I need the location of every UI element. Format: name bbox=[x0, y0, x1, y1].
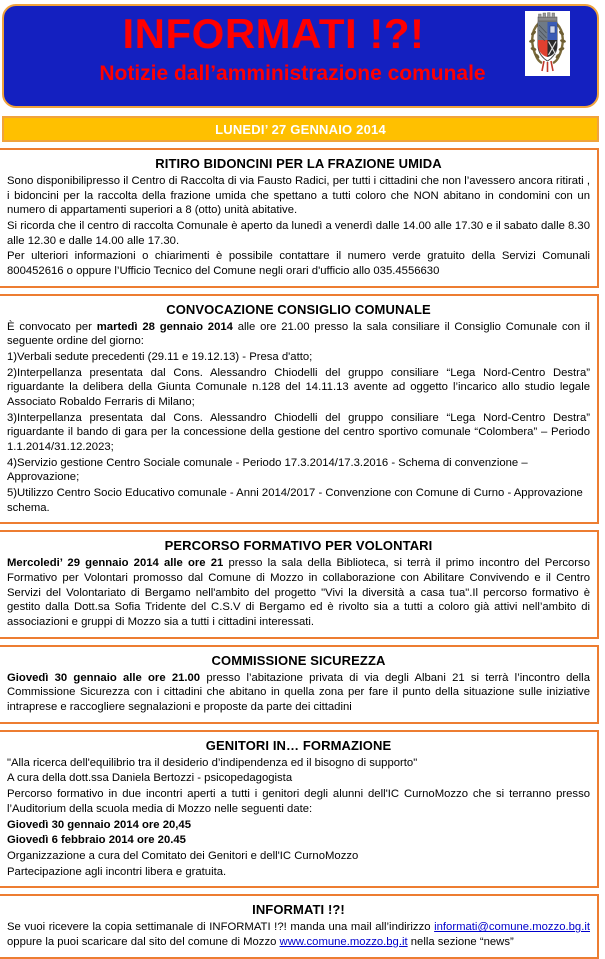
article-intro bbox=[7, 320, 590, 349]
date-bar bbox=[2, 116, 599, 142]
footer-part-3: nella sezione “news” bbox=[407, 935, 514, 948]
body-rest: presso l’abitazione privata di via degli Albani 21 si terrà l’incontro della Commissione Sicurezza con i cittadini che abitano in quella zona per fare il punto della situazione sulle iniziative intraprese e raccogliere segnalazioni e proposte da parte dei cittadini bbox=[7, 671, 590, 714]
intro-date: martedì 28 gennaio 2014 bbox=[96, 320, 233, 333]
page-title: INFORMATI !?! bbox=[122, 10, 425, 57]
intro-suffix: alle ore 21.00 presso la sala consiliare il Consiglio Comunale con il seguente ordine del giorno: bbox=[7, 320, 591, 348]
intro-prefix: È convocato per bbox=[7, 320, 97, 333]
article-title: GENITORI IN… FORMAZIONE bbox=[205, 737, 392, 753]
article-body bbox=[7, 671, 590, 715]
agenda-item: 5)Utilizzo Centro Socio Educativo comunale - Anni 2014/2017 - Convenzione con Comune di Curno - Approvazione schema. bbox=[7, 487, 583, 514]
article-informati-footer bbox=[0, 894, 599, 958]
article-paragraph: Sono disponibilipresso il Centro di Raccolta di via Fausto Radici, per tutti i cittadini che non l’avessero ancora ritirati , i bidoncini per la raccolta della frazione umida che spettano a tutti coloro che NON abitano in condomini con un numero di appartamenti superiori a 8 (otto) unità abitative. bbox=[7, 175, 590, 217]
article-title: COMMISSIONE SICUREZZA bbox=[211, 652, 386, 668]
footer-part-2: oppure la puoi scaricare dal sito del comune di Mozzo bbox=[7, 935, 280, 948]
article-ritiro-bidoncini bbox=[0, 148, 599, 288]
article-paragraph: Per ulteriori informazioni o chiarimenti è possibile contattare il numero verde gratuito della Servizi Comunali 800452616 o oppure l’Ufficio Tecnico del Comune negli orari d'ufficio allo 035.4556630 bbox=[7, 250, 590, 278]
coat-of-arms-icon bbox=[525, 11, 570, 76]
footer-text bbox=[7, 920, 590, 949]
article-paragraph: Percorso formativo in due incontri aperti a tutti i genitori degli alunni dell'IC CurnoMozzo che si terranno presso l’Auditorium della scuola media di Mozzo nelle seguenti date: bbox=[7, 788, 590, 815]
page-subtitle: Notizie dall’amministrazione comunale bbox=[99, 62, 486, 85]
footer-part-1: Se vuoi ricevere la copia settimanale di INFORMATI !?! manda una mail all’indirizzo bbox=[7, 921, 435, 934]
date-bar-label: LUNEDI’ 27 GENNAIO 2014 bbox=[215, 121, 386, 137]
article-title: CONVOCAZIONE CONSIGLIO COMUNALE bbox=[166, 301, 431, 317]
article-commissione-sicurezza bbox=[0, 645, 599, 724]
event-date: Giovedì 6 febbraio 2014 ore 20.45 bbox=[7, 834, 186, 847]
article-quote: "Alla ricerca dell'equilibrio tra il desiderio d’indipendenza ed il bisogno di supporto" bbox=[7, 756, 418, 769]
article-percorso-formativo-volontari bbox=[0, 530, 599, 638]
masthead-banner bbox=[2, 4, 599, 108]
article-genitori-in-formazione bbox=[0, 730, 599, 888]
body-date: Mercoledi’ 29 gennaio 2014 alle ore 21 bbox=[7, 557, 224, 570]
article-title: RITIRO BIDONCINI PER LA FRAZIONE UMIDA bbox=[155, 156, 442, 171]
agenda-item: 3)Interpellanza presentata dal Cons. Alessandro Chiodelli del gruppo consiliare “Lega Nord-Centro Destra” riguardante il bando di gara per la concessione della gestione del centro sportivo comunale “Colombera” – Periodo 1.1.2014/31.12.2023; bbox=[7, 411, 590, 454]
article-title: INFORMATI !?! bbox=[252, 902, 345, 918]
agenda-item: 4)Servizio gestione Centro Sociale comunale - Periodo 17.3.2014/17.3.2016 - Schema di convenzione – Approvazione; bbox=[7, 456, 528, 484]
website-link[interactable]: www.comune.mozzo.bg.it bbox=[279, 935, 408, 948]
body-date: Giovedì 30 gennaio alle ore 21.00 bbox=[7, 671, 201, 684]
newsletter-page bbox=[0, 4, 605, 948]
article-paragraph: Organizzazione a cura del Comitato dei Genitori e dell'IC CurnoMozzo bbox=[7, 849, 359, 862]
body-rest: presso la sala della Biblioteca, si terrà il primo incontro del Percorso Formativo per Volontari promosso dal Comune di Mozzo in collaborazione con Abilitare Convivendo e il Centro Servizi del Volontariato di Bergamo nell'ambito del progetto "Vivi la diversità a casa tua".Il percorso formativo è gestito dalla Dott.sa Sofia Tridente del C.S.V di Bergamo ed è rivolto sia a tutti a coloro già attivi nell’ambito di associazioni e gruppi di Mozzo sia a tutti i cittadini interessati. bbox=[7, 557, 590, 629]
agenda-item: 2)Interpellanza presentata dal Cons. Alessandro Chiodelli del gruppo consiliare “Lega Nord-Centro Destra” riguardante la delibera della Giunta Comunale n.128 del 14.11.13 avente ad oggetto l’incarico allo studio legale Associato Robaldo Ferraris di Milano; bbox=[7, 366, 590, 409]
article-paragraph: Partecipazione agli incontri libera e gratuita. bbox=[7, 865, 227, 878]
article-paragraph: Si ricorda che il centro di raccolta Comunale è aperto da lunedì a venerdì dalle 14.00 alle 17.30 e il sabato dalle 8.30 alle 12.30 e dalle 14.00 alle 17.30. bbox=[7, 220, 590, 247]
article-convocazione-consiglio bbox=[0, 294, 599, 525]
email-link[interactable]: informati@comune.mozzo.bg.it bbox=[434, 921, 590, 934]
article-author: A cura della dott.ssa Daniela Bertozzi - psicopedagogista bbox=[7, 772, 293, 785]
agenda-item: 1)Verbali sedute precedenti (29.11 e 19.12.13) - Presa d'atto; bbox=[7, 351, 313, 364]
event-date: Giovedì 30 gennaio 2014 ore 20,45 bbox=[7, 818, 191, 831]
article-title: PERCORSO FORMATIVO PER VOLONTARI bbox=[164, 538, 433, 554]
article-body bbox=[7, 556, 590, 629]
